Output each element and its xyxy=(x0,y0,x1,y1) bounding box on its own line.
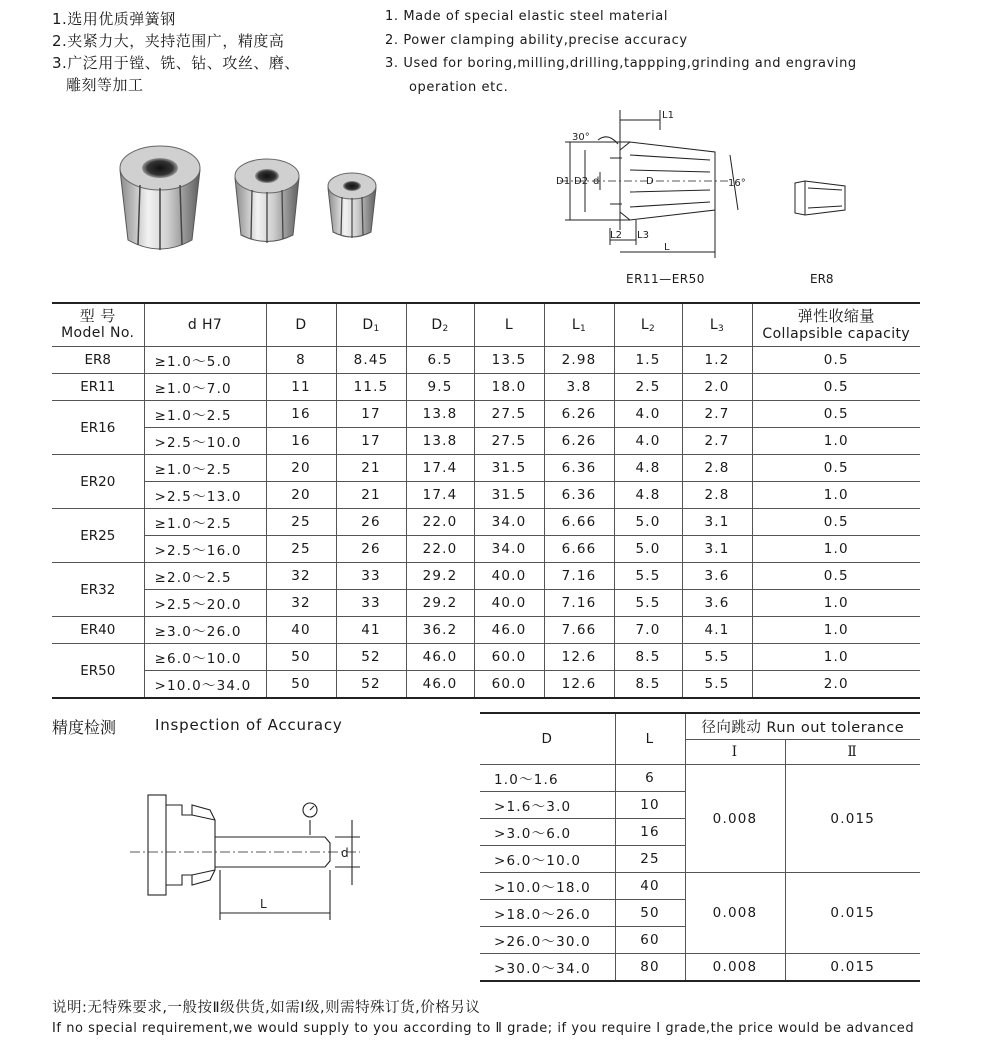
spec-cell: 25 xyxy=(266,509,336,536)
spec-cell: 1.2 xyxy=(682,347,752,374)
model-name: ER11 xyxy=(52,374,144,401)
header-capacity: 弹性收缩量 Collapsible capacity xyxy=(752,303,920,347)
header-L: L xyxy=(474,303,544,347)
runout-cell-L: 80 xyxy=(615,954,685,982)
collet-photos xyxy=(110,140,400,260)
spec-cell: 27.5 xyxy=(474,428,544,455)
spec-cell: 5.5 xyxy=(614,563,682,590)
spec-cell: 21 xyxy=(336,482,406,509)
runout-header-row xyxy=(480,713,920,739)
spec-cell: 3.8 xyxy=(544,374,614,401)
spec-cell-dh7: >2.5～13.0 xyxy=(144,482,266,509)
spec-cell: 60.0 xyxy=(474,671,544,699)
spec-cell: 8 xyxy=(266,347,336,374)
spec-cell-dh7: ≥2.0～2.5 xyxy=(144,563,266,590)
spec-cell: 46.0 xyxy=(474,617,544,644)
l-label: L xyxy=(664,242,670,253)
runout-tolerance-g1: 0.008 xyxy=(685,873,785,954)
spec-cell: 13.8 xyxy=(406,401,474,428)
note-zh: 说明:无特殊要求,一般按Ⅱ级供货,如需Ⅰ级,则需特殊订货,价格另议 xyxy=(52,1000,481,1016)
spec-row xyxy=(52,671,920,699)
spec-cell: 34.0 xyxy=(474,509,544,536)
inspection-title-zh: 精度检测 xyxy=(52,718,117,737)
runout-cell-L: 50 xyxy=(615,900,685,927)
spec-cell: 27.5 xyxy=(474,401,544,428)
spec-cell: 33 xyxy=(336,563,406,590)
runout-cell-D: 1.0～1.6 xyxy=(480,765,615,792)
spec-cell: 2.7 xyxy=(682,401,752,428)
spec-cell: 16 xyxy=(266,401,336,428)
spec-cell: 2.8 xyxy=(682,482,752,509)
spec-row xyxy=(52,374,920,401)
d2-label: D2 xyxy=(574,176,589,187)
spec-cell: 1.0 xyxy=(752,428,920,455)
spec-cell: 2.0 xyxy=(752,671,920,699)
spec-cell: 1.0 xyxy=(752,536,920,563)
spec-cell: 40.0 xyxy=(474,563,544,590)
runout-tolerance-g1: 0.008 xyxy=(685,765,785,873)
header-L2: $L_2$ xyxy=(614,303,682,347)
collet-large xyxy=(120,146,200,250)
spec-cell: 29.2 xyxy=(406,590,474,617)
model-name: ER50 xyxy=(52,644,144,699)
spec-cell: 2.0 xyxy=(682,374,752,401)
header-D2: $D_2$ xyxy=(406,303,474,347)
spec-cell: 17 xyxy=(336,401,406,428)
runout-cell-D: >30.0～34.0 xyxy=(480,954,615,982)
spec-cell: 13.5 xyxy=(474,347,544,374)
spec-cell: 12.6 xyxy=(544,644,614,671)
caption-er8: ER8 xyxy=(810,272,834,286)
spec-row xyxy=(52,428,920,455)
spec-table xyxy=(52,302,920,699)
spec-cell: 41 xyxy=(336,617,406,644)
feature-en-4: operation etc. xyxy=(409,79,509,95)
spec-cell: 13.8 xyxy=(406,428,474,455)
runout-cell-D: >10.0～18.0 xyxy=(480,873,615,900)
spec-cell: 2.98 xyxy=(544,347,614,374)
spec-cell: 1.5 xyxy=(614,347,682,374)
spec-cell: 11 xyxy=(266,374,336,401)
spec-cell: 7.16 xyxy=(544,563,614,590)
runout-header-tolerance: 径向跳动 Run out tolerance xyxy=(685,713,920,739)
spec-cell: 46.0 xyxy=(406,671,474,699)
spec-cell: 4.0 xyxy=(614,428,682,455)
header-dh7: d H7 xyxy=(144,303,266,347)
note-en: If no special requirement,we would supply to you according to Ⅱ grade; if you require Ⅰ grade,the price would be advanced xyxy=(52,1021,915,1036)
l2-label: L2 xyxy=(610,230,622,241)
runout-tolerance-g2: 0.015 xyxy=(785,954,920,982)
spec-cell: 22.0 xyxy=(406,509,474,536)
runout-cell-L: 16 xyxy=(615,819,685,846)
runout-row xyxy=(480,954,920,982)
spec-cell: 0.5 xyxy=(752,347,920,374)
d-small-label: d xyxy=(593,176,600,187)
spec-cell-dh7: >2.5～10.0 xyxy=(144,428,266,455)
spec-cell: 6.66 xyxy=(544,509,614,536)
er8-drawing xyxy=(790,178,850,218)
spec-cell: 7.0 xyxy=(614,617,682,644)
spec-cell: 6.26 xyxy=(544,401,614,428)
spec-cell: 6.36 xyxy=(544,455,614,482)
header-D: D xyxy=(266,303,336,347)
collet-medium xyxy=(235,159,299,243)
runout-cell-L: 40 xyxy=(615,873,685,900)
spec-cell: 17.4 xyxy=(406,455,474,482)
spec-cell-dh7: ≥1.0～2.5 xyxy=(144,455,266,482)
spec-cell: 0.5 xyxy=(752,563,920,590)
spec-cell-dh7: >2.5～16.0 xyxy=(144,536,266,563)
spec-cell: 52 xyxy=(336,644,406,671)
spec-cell-dh7: ≥1.0～5.0 xyxy=(144,347,266,374)
model-name: ER16 xyxy=(52,401,144,455)
spec-cell: 2.7 xyxy=(682,428,752,455)
collet-small xyxy=(328,173,376,238)
spec-row xyxy=(52,455,920,482)
spec-cell: 5.5 xyxy=(614,590,682,617)
spec-cell: 26 xyxy=(336,509,406,536)
header-L3: $L_3$ xyxy=(682,303,752,347)
spec-cell: 60.0 xyxy=(474,644,544,671)
spec-cell: 3.6 xyxy=(682,563,752,590)
label-L: L xyxy=(260,897,267,911)
spec-cell: 17.4 xyxy=(406,482,474,509)
feature-en-1: 1. Made of special elastic steel material xyxy=(385,9,669,24)
spec-cell: 5.0 xyxy=(614,509,682,536)
spec-cell: 4.8 xyxy=(614,455,682,482)
header-model: 型 号 Model No. xyxy=(52,303,144,347)
feature-zh-1: 1.选用优质弹簧钢 xyxy=(52,10,176,28)
spec-cell: 31.5 xyxy=(474,455,544,482)
spec-cell: 2.8 xyxy=(682,455,752,482)
spec-cell: 4.1 xyxy=(682,617,752,644)
spec-row xyxy=(52,617,920,644)
spec-cell-dh7: ≥1.0～2.5 xyxy=(144,401,266,428)
model-name: ER25 xyxy=(52,509,144,563)
runout-body xyxy=(480,765,920,982)
d-big-label: D xyxy=(646,176,654,187)
spec-cell: 11.5 xyxy=(336,374,406,401)
spec-cell-dh7: >10.0～34.0 xyxy=(144,671,266,699)
spec-cell: 22.0 xyxy=(406,536,474,563)
spec-cell: 52 xyxy=(336,671,406,699)
runout-header-L: L xyxy=(615,713,685,765)
spec-row xyxy=(52,536,920,563)
caption-main: ER11—ER50 xyxy=(626,272,705,286)
spec-cell: 20 xyxy=(266,455,336,482)
runout-tolerance-g2: 0.015 xyxy=(785,765,920,873)
spec-cell: 16 xyxy=(266,428,336,455)
spec-cell: 9.5 xyxy=(406,374,474,401)
spec-cell: 12.6 xyxy=(544,671,614,699)
runout-cell-L: 6 xyxy=(615,765,685,792)
spec-cell: 32 xyxy=(266,563,336,590)
spec-cell: 50 xyxy=(266,671,336,699)
spec-cell: 34.0 xyxy=(474,536,544,563)
spec-cell: 0.5 xyxy=(752,509,920,536)
grade-1: Ⅰ xyxy=(685,739,785,765)
spec-cell-dh7: ≥1.0～7.0 xyxy=(144,374,266,401)
spec-cell: 29.2 xyxy=(406,563,474,590)
collet-drawing xyxy=(550,100,760,270)
spec-cell: 32 xyxy=(266,590,336,617)
angle-30-label: 30° xyxy=(572,132,590,143)
runout-tolerance-g2: 0.015 xyxy=(785,873,920,954)
runout-table xyxy=(480,712,920,982)
d1-label: D1 xyxy=(556,176,571,187)
spec-cell: 6.26 xyxy=(544,428,614,455)
runout-cell-D: >3.0～6.0 xyxy=(480,819,615,846)
model-name: ER40 xyxy=(52,617,144,644)
runout-cell-D: >26.0～30.0 xyxy=(480,927,615,954)
spec-row xyxy=(52,347,920,374)
spec-cell: 46.0 xyxy=(406,644,474,671)
spec-cell: 6.66 xyxy=(544,536,614,563)
spec-cell: 7.66 xyxy=(544,617,614,644)
spec-cell: 0.5 xyxy=(752,401,920,428)
model-name: ER8 xyxy=(52,347,144,374)
spec-cell: 26 xyxy=(336,536,406,563)
spec-cell: 40.0 xyxy=(474,590,544,617)
spec-cell: 25 xyxy=(266,536,336,563)
label-d: d xyxy=(341,846,349,860)
spec-cell: 1.0 xyxy=(752,482,920,509)
spec-cell: 40 xyxy=(266,617,336,644)
spec-cell: 4.8 xyxy=(614,482,682,509)
l1-label: L1 xyxy=(662,110,674,121)
spec-cell: 5.0 xyxy=(614,536,682,563)
spec-cell: 17 xyxy=(336,428,406,455)
spec-cell: 36.2 xyxy=(406,617,474,644)
spec-cell: 3.1 xyxy=(682,509,752,536)
spec-cell: 20 xyxy=(266,482,336,509)
spec-cell: 2.5 xyxy=(614,374,682,401)
spec-body xyxy=(52,347,920,699)
spec-cell-dh7: ≥3.0～26.0 xyxy=(144,617,266,644)
spec-cell: 8.5 xyxy=(614,671,682,699)
feature-zh-2: 2.夹紧力大，夹持范围广，精度高 xyxy=(52,32,285,50)
runout-cell-L: 10 xyxy=(615,792,685,819)
feature-en-2: 2. Power clamping ability,precise accuracy xyxy=(385,32,688,48)
spec-header-row xyxy=(52,303,920,347)
runout-cell-L: 25 xyxy=(615,846,685,873)
inspection-title-en: Inspection of Accuracy xyxy=(155,716,343,734)
spec-cell: 8.5 xyxy=(614,644,682,671)
angle-16-label: 16° xyxy=(728,178,746,189)
feature-zh-4: 雕刻等加工 xyxy=(66,76,144,94)
spec-cell: 6.5 xyxy=(406,347,474,374)
spec-cell: 3.6 xyxy=(682,590,752,617)
model-name: ER20 xyxy=(52,455,144,509)
spec-row xyxy=(52,509,920,536)
spec-row xyxy=(52,644,920,671)
runout-cell-D: >1.6～3.0 xyxy=(480,792,615,819)
spec-cell: 50 xyxy=(266,644,336,671)
runout-tolerance-g1: 0.008 xyxy=(685,954,785,982)
spec-cell: 8.45 xyxy=(336,347,406,374)
features-en xyxy=(385,5,857,99)
spec-cell: 3.1 xyxy=(682,536,752,563)
feature-en-3: 3. Used for boring,milling,drilling,tappping,grinding and engraving xyxy=(385,56,857,71)
features-zh xyxy=(52,8,300,96)
spec-row xyxy=(52,401,920,428)
spec-cell: 7.16 xyxy=(544,590,614,617)
spec-cell: 1.0 xyxy=(752,644,920,671)
l3-label: L3 xyxy=(637,230,649,241)
spec-cell: 18.0 xyxy=(474,374,544,401)
spec-cell-dh7: ≥6.0～10.0 xyxy=(144,644,266,671)
spec-cell: 4.0 xyxy=(614,401,682,428)
spec-row xyxy=(52,563,920,590)
spec-cell: 0.5 xyxy=(752,374,920,401)
grade-2: Ⅱ xyxy=(785,739,920,765)
runout-row xyxy=(480,765,920,792)
header-D1: $D_1$ xyxy=(336,303,406,347)
spec-cell: 6.36 xyxy=(544,482,614,509)
runout-cell-D: >6.0～10.0 xyxy=(480,846,615,873)
spec-cell: 5.5 xyxy=(682,671,752,699)
runout-header-D: D xyxy=(480,713,615,765)
runout-cell-D: >18.0～26.0 xyxy=(480,900,615,927)
feature-zh-3: 3.广泛用于镗、铣、钻、攻丝、磨、 xyxy=(52,54,300,72)
model-name: ER32 xyxy=(52,563,144,617)
spec-cell: 0.5 xyxy=(752,455,920,482)
spec-cell: 21 xyxy=(336,455,406,482)
runout-cell-L: 60 xyxy=(615,927,685,954)
spec-cell: 1.0 xyxy=(752,617,920,644)
spec-row xyxy=(52,482,920,509)
header-L1: $L_1$ xyxy=(544,303,614,347)
inspection-drawing xyxy=(120,775,380,925)
spec-cell: 33 xyxy=(336,590,406,617)
runout-row xyxy=(480,873,920,900)
spec-cell: 31.5 xyxy=(474,482,544,509)
spec-cell: 5.5 xyxy=(682,644,752,671)
spec-row xyxy=(52,590,920,617)
spec-cell: 1.0 xyxy=(752,590,920,617)
spec-cell-dh7: ≥1.0～2.5 xyxy=(144,509,266,536)
spec-cell-dh7: >2.5～20.0 xyxy=(144,590,266,617)
